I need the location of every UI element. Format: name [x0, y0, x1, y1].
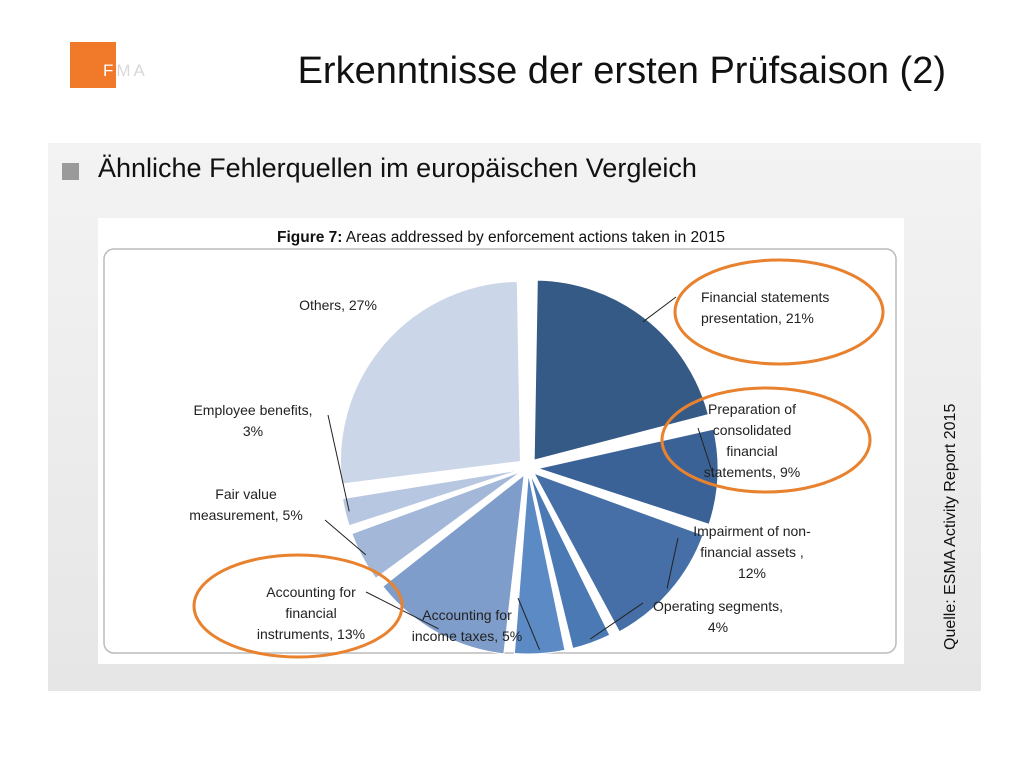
slice-label-impairment-of-non-financial-assets-12: Impairment of non-financial assets , 12% — [693, 523, 811, 581]
chart-title-text: Areas addressed by enforcement actions taken in 2015 — [345, 229, 726, 246]
bullet-text: Ähnliche Fehlerquellen im europäischen Vergleich — [98, 153, 697, 183]
logo-letter-f: F — [103, 61, 117, 80]
slice-label-others-27: Others, 27% — [299, 297, 377, 313]
source-note: Quelle: ESMA Activity Report 2015 — [942, 403, 959, 650]
slice-label-employee-benefits-3: Employee benefits, 3% — [193, 402, 313, 439]
slide-title: Erkenntnisse der ersten Prüfsaison (2) — [297, 50, 946, 92]
fma-logo-text — [103, 61, 148, 81]
slice-label-fair-value-measurement-5: Fair value measurement, 5% — [189, 486, 303, 523]
slice-label-accounting-for-financial-instruments-13: Accounting for financial instruments, 13% — [256, 584, 366, 642]
slice-label-financial-statements-presentation-21: Financial statements presentation, 21% — [701, 289, 830, 326]
slice-label-operating-segments-4: Operating segments, 4% — [653, 598, 783, 635]
chart-title-prefix: Figure 7: — [276, 229, 343, 246]
chart-title — [277, 229, 725, 246]
slice-label-preparation-of-consolidated-financial-st: Preparation of consolidated financial statements, 9% — [703, 401, 801, 480]
slice-label-accounting-for-income-taxes-5: Accounting for income taxes, 5% — [411, 607, 523, 644]
bullet-square-icon — [62, 163, 79, 180]
chart-figure — [98, 218, 904, 664]
pie-chart — [98, 218, 904, 664]
logo-letters-ma: MA — [116, 61, 148, 80]
